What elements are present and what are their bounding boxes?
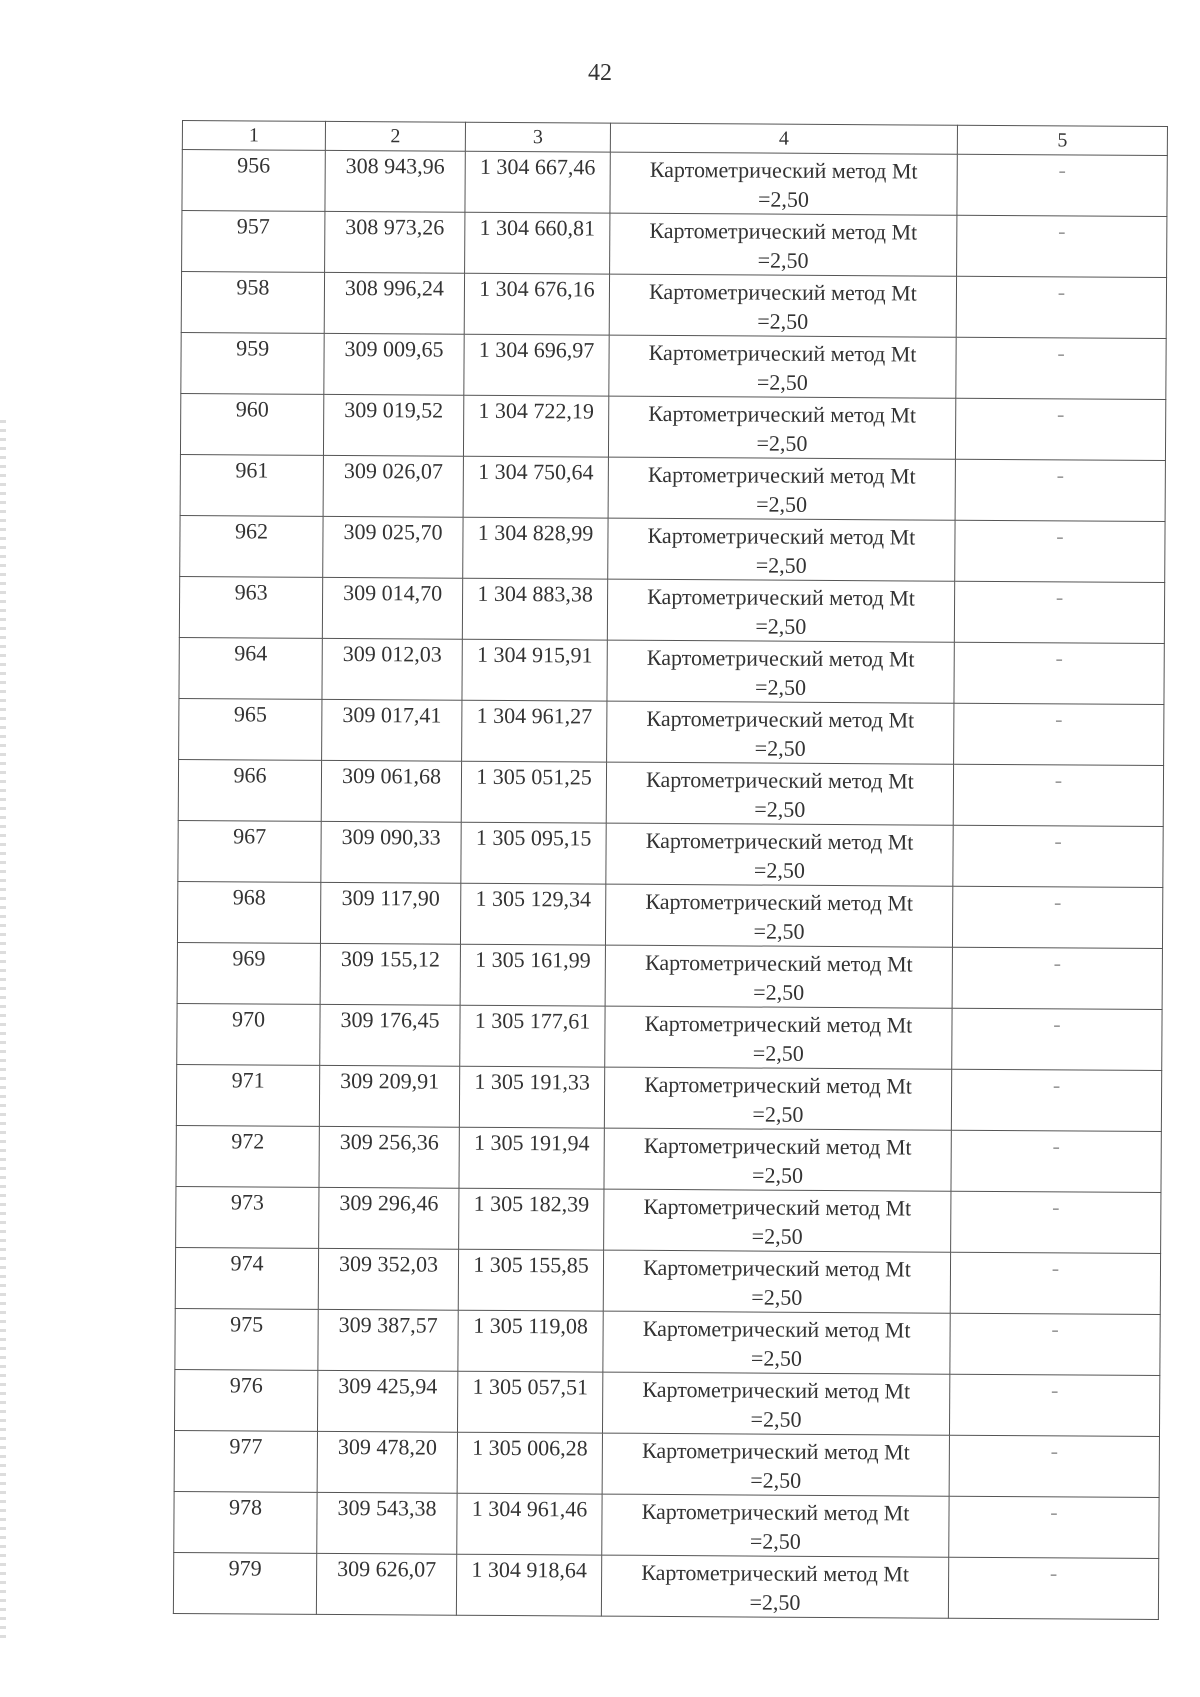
coord-x: 309 256,36 [319,1126,459,1188]
table-row [178,820,1163,887]
method-accuracy: =2,50 [751,1223,803,1249]
col5-value: - [956,337,1166,399]
coord-x: 309 025,70 [323,516,463,578]
method-text: Картометрический метод Mt [641,1437,910,1465]
col5-value: - [952,1008,1162,1070]
coord-y: 1 305 006,28 [457,1432,602,1494]
table-body [173,150,1167,1620]
header-col-5: 5 [957,125,1167,155]
coord-x: 309 209,91 [319,1065,459,1127]
coord-x: 309 061,68 [321,760,461,822]
method-accuracy: =2,50 [750,1467,802,1493]
method-text: Картометрический метод Mt [643,1132,912,1160]
method-cell [606,762,953,825]
table-row [178,759,1163,826]
point-number: 974 [175,1247,318,1309]
method-accuracy: =2,50 [749,1528,801,1554]
col5-value: - [955,459,1165,521]
table-row [175,1308,1160,1375]
point-number: 959 [181,332,324,394]
method-text: Картометрический метод Mt [646,644,915,672]
coord-y: 1 304 883,38 [462,578,607,640]
method-cell [608,518,955,581]
table-row [175,1247,1160,1314]
method-accuracy: =2,50 [756,430,808,456]
method-accuracy: =2,50 [753,857,805,883]
coord-y: 1 304 660,81 [465,212,610,274]
col5-value: - [957,215,1167,277]
method-text: Картометрический метод Mt [648,400,917,428]
method-text: Картометрический метод Mt [646,705,915,733]
method-accuracy: =2,50 [757,308,809,334]
coord-y: 1 304 915,91 [462,639,607,701]
table-row [182,150,1167,217]
col5-value: - [953,764,1163,826]
coord-x: 309 026,07 [323,455,463,517]
point-number: 960 [180,393,323,455]
point-number: 966 [178,759,321,821]
method-accuracy: =2,50 [754,796,806,822]
method-text: Картометрический метод Mt [644,949,913,977]
table-row [176,1125,1161,1192]
table-row [181,272,1166,339]
method-text: Картометрический метод Mt [642,1315,911,1343]
method-text: Картометрический метод Mt [647,583,916,611]
method-accuracy: =2,50 [755,674,807,700]
table-row [173,1552,1158,1619]
method-cell [607,640,954,703]
table-row [176,1186,1161,1253]
method-text: Картометрический метод Mt [647,461,916,489]
point-number: 978 [174,1491,317,1553]
coord-y: 1 305 177,61 [460,1005,605,1067]
coord-y: 1 305 191,33 [459,1066,604,1128]
col5-value: - [948,1557,1158,1619]
method-cell [606,823,953,886]
point-number: 970 [177,1003,320,1065]
table-row [181,332,1166,399]
coord-y: 1 304 918,64 [456,1554,601,1616]
coord-y: 1 305 129,34 [460,883,605,945]
coord-x: 308 943,96 [325,150,465,212]
method-cell [603,1250,950,1313]
method-text: Картометрический метод Mt [641,1559,910,1587]
table-row [180,454,1165,521]
method-text: Картометрический метод Mt [647,522,916,550]
method-text: Картометрический метод Mt [641,1498,910,1526]
point-number: 967 [178,820,321,882]
coord-y: 1 305 191,94 [459,1127,604,1189]
col5-value: - [951,1191,1161,1253]
col5-value: - [951,1130,1161,1192]
table-row [179,698,1164,765]
method-accuracy: =2,50 [757,186,810,212]
method-cell [604,1189,951,1252]
col5-value: - [949,1435,1159,1497]
method-accuracy: =2,50 [750,1406,802,1432]
method-cell [605,1006,952,1069]
table-row [182,211,1167,278]
method-accuracy: =2,50 [752,1040,804,1066]
method-text: Картометрический метод Mt [649,278,917,306]
method-accuracy: =2,50 [751,1284,803,1310]
point-number: 972 [176,1125,319,1187]
header-col-2: 2 [325,121,465,151]
method-cell [609,335,956,398]
method-text: Картометрический метод Mt [649,156,918,184]
point-number: 961 [180,454,323,516]
col5-value: - [950,1252,1160,1314]
col5-value: - [953,825,1163,887]
table-row [177,1003,1162,1070]
method-accuracy: =2,50 [756,369,808,395]
coord-y: 1 304 828,99 [463,517,608,579]
method-accuracy: =2,50 [757,247,809,273]
method-accuracy: =2,50 [749,1589,801,1615]
table-row [177,942,1162,1009]
coord-x: 309 155,12 [320,943,460,1005]
method-accuracy: =2,50 [755,552,807,578]
coord-x: 309 626,07 [316,1553,456,1615]
method-text: Картометрический метод Mt [644,1010,913,1038]
coord-x: 308 973,26 [325,211,465,273]
method-cell [602,1372,949,1435]
method-text: Картометрический метод Mt [646,766,914,794]
method-text: Картометрический метод Mt [645,827,914,855]
method-cell [605,945,952,1008]
coord-x: 309 176,45 [320,1004,460,1066]
col5-value: - [952,947,1162,1009]
coord-y: 1 305 161,99 [460,944,605,1006]
point-number: 979 [173,1552,316,1614]
point-number: 973 [176,1186,319,1248]
coord-x: 309 387,57 [318,1309,458,1371]
method-cell [603,1311,950,1374]
point-number: 975 [175,1308,318,1370]
table-row [176,1064,1161,1131]
table-row [174,1491,1159,1558]
point-number: 963 [179,576,322,638]
method-cell [604,1067,951,1130]
coord-x: 309 478,20 [317,1431,457,1493]
coord-y: 1 305 155,85 [458,1249,603,1311]
point-number: 962 [180,515,323,577]
method-cell [610,152,957,215]
method-text: Картометрический метод Mt [649,217,918,245]
method-cell [601,1555,948,1618]
coord-x: 309 352,03 [318,1248,458,1310]
col5-value: - [949,1496,1159,1558]
header-col-3: 3 [465,122,610,152]
method-accuracy: =2,50 [754,735,806,761]
table-row [179,637,1164,704]
method-text: Картометрический метод Mt [645,888,914,916]
page-number: 42 [588,60,612,86]
point-number: 977 [174,1430,317,1492]
method-text: Картометрический метод Mt [644,1071,913,1099]
coord-x: 308 996,24 [324,272,464,334]
method-accuracy: =2,50 [753,918,805,944]
col5-value: - [957,154,1167,216]
coord-x: 309 117,90 [320,882,460,944]
col5-value: - [950,1313,1160,1375]
coord-y: 1 305 057,51 [457,1371,602,1433]
coord-x: 309 012,03 [322,638,462,700]
col5-value: - [951,1069,1161,1131]
method-accuracy: =2,50 [750,1345,802,1371]
col5-value: - [954,581,1164,643]
method-accuracy: =2,50 [752,1101,804,1127]
col5-value: - [955,520,1165,582]
col5-value: - [954,642,1164,704]
header-col-4: 4 [610,123,957,154]
method-cell [602,1494,949,1557]
point-number: 964 [179,637,322,699]
point-number: 956 [182,150,325,212]
col5-value: - [952,886,1162,948]
method-accuracy: =2,50 [756,491,808,517]
coordinates-table [173,120,1168,1620]
coord-y: 1 304 696,97 [464,334,609,396]
method-accuracy: =2,50 [752,1162,804,1188]
coord-y: 1 304 676,16 [464,273,609,335]
coord-x: 309 543,38 [317,1492,457,1554]
method-cell [604,1128,951,1191]
coord-x: 309 425,94 [317,1370,457,1432]
coord-x: 309 017,41 [322,699,462,761]
point-number: 971 [176,1064,319,1126]
coord-y: 1 305 051,25 [461,761,606,823]
point-number: 965 [179,698,322,760]
coord-y: 1 304 722,19 [463,395,608,457]
coord-y: 1 304 750,64 [463,456,608,518]
method-accuracy: =2,50 [755,613,807,639]
coord-y: 1 304 961,27 [462,700,607,762]
table-row [179,576,1164,643]
coord-y: 1 304 667,46 [465,151,610,213]
coord-x: 309 090,33 [321,821,461,883]
table-row [177,881,1162,948]
method-cell [608,457,955,520]
method-cell [605,884,952,947]
method-text: Картометрический метод Mt [648,339,917,367]
coord-x: 309 296,46 [319,1187,459,1249]
col5-value: - [955,398,1165,460]
method-cell [602,1433,949,1496]
scan-margin-artifact [0,420,6,1640]
method-cell [608,396,955,459]
method-text: Картометрический метод Mt [642,1376,911,1404]
table-row [180,393,1165,460]
coord-y: 1 305 095,15 [461,822,606,884]
method-cell [607,701,954,764]
coord-x: 309 019,52 [323,394,463,456]
coord-y: 1 305 182,39 [459,1188,604,1250]
col5-value: - [956,276,1166,338]
method-text: Картометрический метод Mt [643,1254,911,1282]
coord-y: 1 305 119,08 [458,1310,603,1372]
header-col-1: 1 [182,121,325,151]
point-number: 958 [181,272,324,334]
point-number: 957 [182,211,325,273]
point-number: 968 [177,881,320,943]
col5-value: - [949,1374,1159,1436]
col5-value: - [954,703,1164,765]
table-row [174,1430,1159,1497]
table-row [174,1369,1159,1436]
coord-x: 309 009,65 [324,333,464,395]
method-accuracy: =2,50 [753,979,805,1005]
point-number: 976 [174,1369,317,1431]
method-cell [610,213,957,276]
table-row [180,515,1165,582]
coord-y: 1 304 961,46 [457,1493,602,1555]
coord-x: 309 014,70 [322,577,462,639]
method-cell [609,274,956,337]
point-number: 969 [177,942,320,1004]
method-text: Картометрический метод Mt [643,1193,912,1221]
method-cell [607,579,954,642]
